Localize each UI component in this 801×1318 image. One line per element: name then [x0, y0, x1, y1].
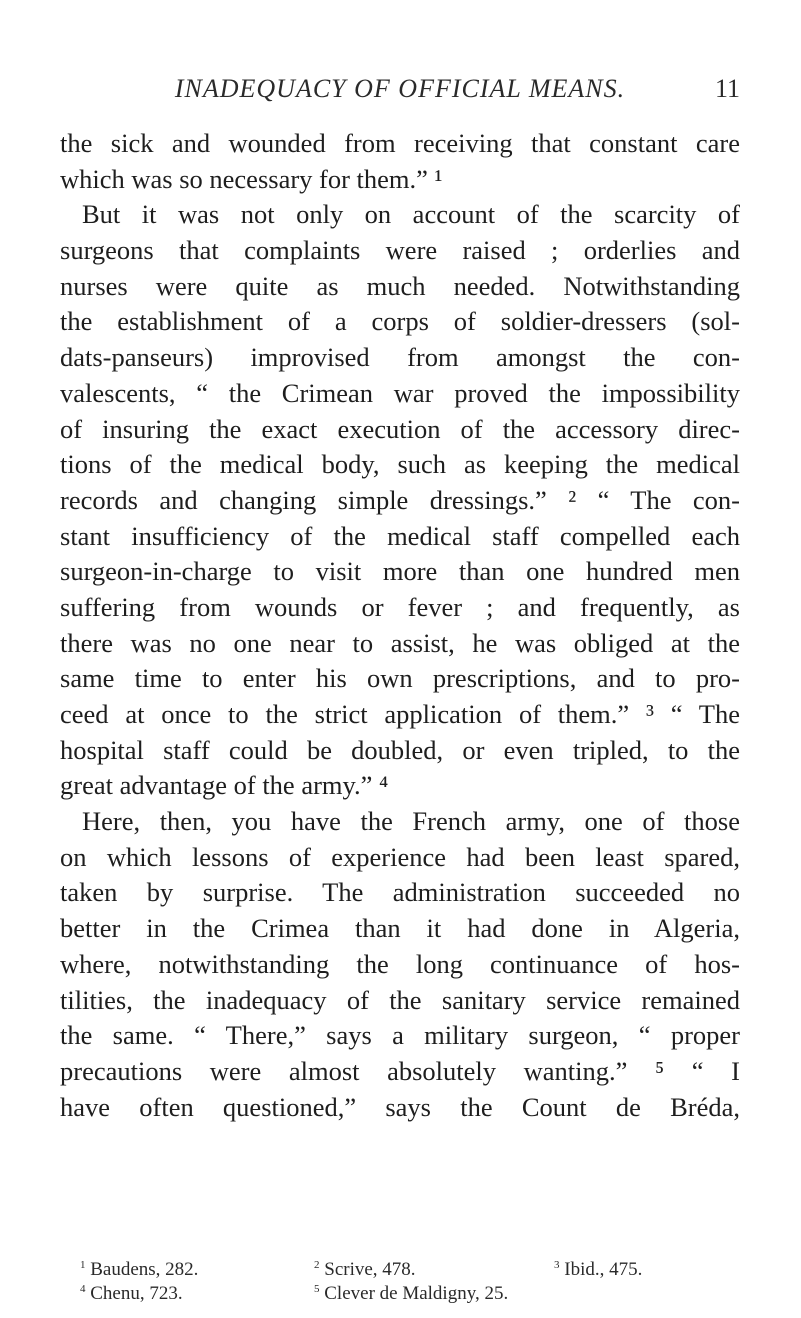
- text-line: ceed at once to the strict application of them.” ³ “ The: [60, 699, 740, 729]
- footnote: [60, 1258, 314, 1282]
- text-line: records and changing simple dressings.” ² “ The con-: [60, 484, 740, 515]
- running-head: [60, 74, 740, 110]
- text-line: same time to enter his own prescriptions, and to pro-: [60, 663, 740, 694]
- text-line: surgeons that complaints were raised ; orderlies and: [60, 235, 740, 266]
- text-line: dats-panseurs) improvised from amongst the con-: [60, 342, 740, 373]
- footnote-mark: 1: [80, 1259, 86, 1271]
- footnote-mark: 3: [554, 1259, 560, 1271]
- text-line: great advantage of the army.” ⁴: [60, 770, 389, 801]
- footnote-text: Clever de Maldigny, 25.: [324, 1283, 509, 1304]
- running-title: INADEQUACY OF OFFICIAL MEANS.: [174, 74, 626, 103]
- text-line: taken by surprise. The administration succeeded no: [60, 877, 740, 908]
- footnote-text: Baudens, 282.: [90, 1259, 199, 1280]
- text-line: have often questioned,” says the Count de Bréda,: [60, 1091, 740, 1122]
- text-line: the establishment of a corps of soldier-dressers (sol-: [60, 306, 740, 337]
- text-line: the sick and wounded from receiving that constant care: [60, 128, 740, 158]
- text-line: But it was not only on account of the scarcity of: [82, 199, 740, 230]
- text-line: stant insufficiency of the medical staff compelled each: [60, 520, 740, 551]
- text-line: where, notwithstanding the long continuance of hos-: [60, 948, 740, 979]
- text-line: hospital staff could be doubled, or even tripled, to the: [60, 734, 740, 765]
- text-line: suffering from wounds or fever ; and frequently, as: [60, 591, 740, 622]
- page-number: 11: [714, 74, 740, 103]
- body-text: [60, 126, 740, 1125]
- text-line: there was no one near to assist, he was obliged at the: [60, 627, 740, 658]
- text-line: the same. “ There,” says a military surgeon, “ proper: [60, 1020, 740, 1051]
- text-line: tions of the medical body, such as keeping the medical: [60, 449, 740, 480]
- footnotes: [60, 1258, 740, 1306]
- text-line: precautions were almost absolutely wanting.” ⁵ “ I: [60, 1055, 740, 1086]
- text-line: of insuring the exact execution of the accessory direc-: [60, 413, 740, 444]
- footnote: [314, 1282, 554, 1306]
- text-line: tilities, the inadequacy of the sanitary service remained: [60, 984, 740, 1015]
- text-line: nurses were quite as much needed. Notwithstanding: [60, 270, 740, 301]
- text-line: surgeon-in-charge to visit more than one hundred men: [60, 556, 740, 587]
- footnote-text: Scrive, 478.: [324, 1259, 416, 1280]
- footnote: [314, 1258, 554, 1282]
- footnote-mark: 5: [314, 1283, 320, 1295]
- text-line: Here, then, you have the French army, one of those: [82, 806, 740, 837]
- footnote-mark: 4: [80, 1283, 86, 1295]
- footnote: [60, 1282, 314, 1306]
- text-line: better in the Crimea than it had done in Algeria,: [60, 913, 740, 944]
- text-line: valescents, “ the Crimean war proved the impossibility: [60, 377, 740, 408]
- footnote-text: Chenu, 723.: [90, 1283, 183, 1304]
- footnote-text: Ibid., 475.: [564, 1259, 643, 1280]
- footnote-row: [60, 1258, 740, 1282]
- footnote: [554, 1258, 740, 1282]
- footnote-row: [60, 1282, 740, 1306]
- text-line: on which lessons of experience had been least spared,: [60, 841, 740, 872]
- footnote-mark: 2: [314, 1259, 320, 1271]
- text-line: which was so necessary for them.” ¹: [60, 163, 443, 194]
